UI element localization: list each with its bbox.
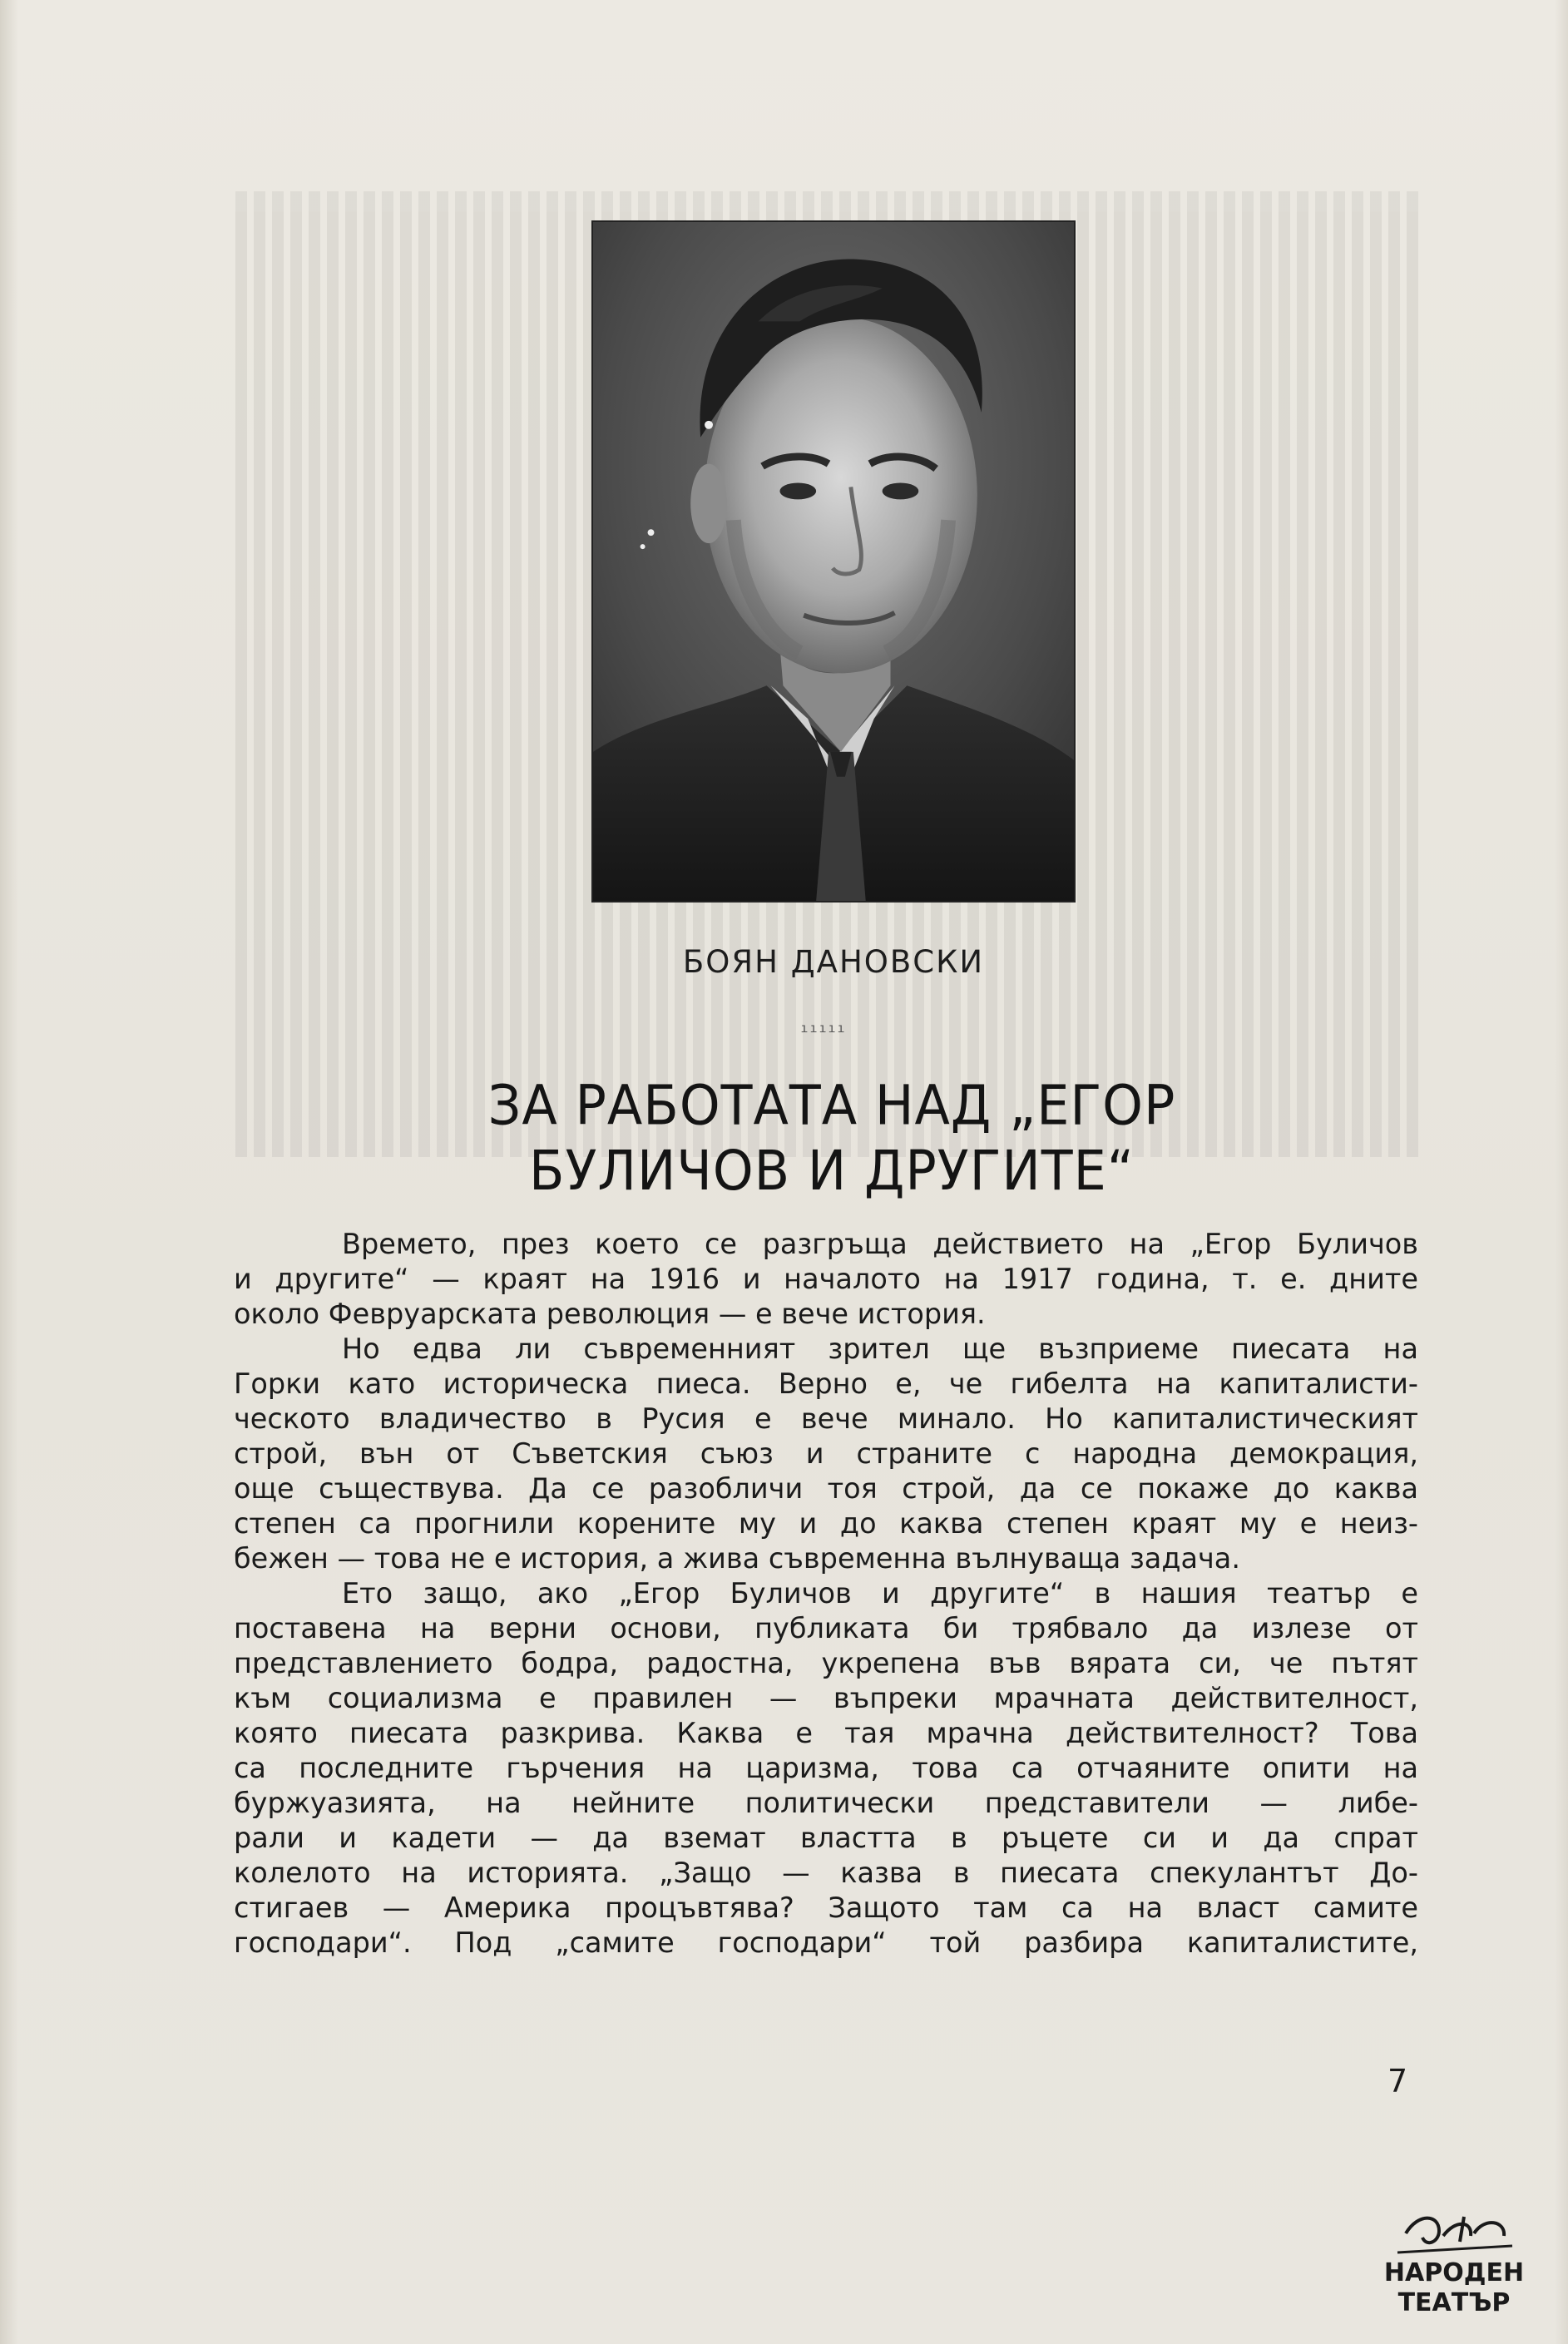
body-line: която пиесата разкрива. Каква е тая мрачна действителност? Това bbox=[234, 1717, 1418, 1749]
body-line: представлението бодра, радостна, укрепена във вярата си, че пътят bbox=[234, 1647, 1418, 1679]
body-line: поставена на верни основи, публиката би трябвало да излезе от bbox=[234, 1612, 1418, 1644]
article-title bbox=[449, 1073, 1214, 1204]
body-line: са последните гърчения на царизма, това са отчаяните опити на bbox=[234, 1752, 1418, 1784]
body-line: Ето защо, ако „Егор Буличов и другите“ в нашия театър е bbox=[342, 1577, 1418, 1610]
bleed-through-line bbox=[235, 978, 1425, 1014]
national-theatre-stamp bbox=[1381, 2204, 1526, 2329]
body-line: Но едва ли съвременният зрител ще възприеме пиесата на bbox=[342, 1333, 1418, 1365]
body-line: степен са прогнили корените му и до каква степен краят му е неиз- bbox=[234, 1507, 1418, 1540]
portrait-image bbox=[593, 222, 1074, 901]
body-line: още съществува. Да се разобличи тоя строй, да се покаже до каква bbox=[234, 1472, 1418, 1505]
body-line: Времето, през което се разгръща действието на „Егор Буличов bbox=[342, 1228, 1418, 1260]
body-line: стигаев — Америка процъвтява? Защото там са на власт самите bbox=[234, 1892, 1418, 1924]
photo-caption: БОЯН ДАНОВСКИ bbox=[682, 944, 985, 980]
page-number: 7 bbox=[1387, 2063, 1408, 2099]
body-line: рали и кадети — да вземат властта в ръцете си и да спрат bbox=[234, 1822, 1418, 1854]
page-left-shadow bbox=[0, 0, 18, 2344]
body-line: Горки като историческа пиеса. Верно е, че гибелта на капиталисти- bbox=[234, 1367, 1418, 1400]
stamp-text-line-1: НАРОДЕН bbox=[1383, 2258, 1525, 2287]
body-line: около Февруарската революция — е вече история. bbox=[234, 1298, 986, 1330]
article-body bbox=[234, 1227, 1418, 1961]
bleed-through-line bbox=[235, 907, 1425, 942]
body-line: бежен — това не е история, а жива съвременна вълнуваща задача. bbox=[234, 1542, 1240, 1575]
title-line-1: ЗА РАБОТАТА НАД „ЕГОР bbox=[487, 1073, 1176, 1138]
body-line: буржуазията, на нейните политически представители — либе- bbox=[234, 1787, 1418, 1819]
body-line: строй, вън от Съветския съюз и страните с народна демокрация, bbox=[234, 1437, 1418, 1470]
body-line: към социализма е правилен — въпреки мрачната действителност, bbox=[234, 1682, 1418, 1714]
author-portrait-photo bbox=[591, 220, 1076, 902]
body-line: и другите“ — краят на 1916 и началото на 1917 година, т. е. дните bbox=[234, 1263, 1418, 1295]
body-line: ческото владичество в Русия е вече минало. Но капиталистическият bbox=[234, 1402, 1418, 1435]
stamp-logo bbox=[1381, 2204, 1526, 2329]
page-right-shadow bbox=[1555, 0, 1568, 2344]
title-line-2: БУЛИЧОВ И ДРУГИТЕ“ bbox=[529, 1138, 1135, 1203]
decorative-divider: ııııı bbox=[800, 1021, 847, 1036]
body-line: колелото на историята. „Защо — казва в пиесата спекулантът До- bbox=[234, 1857, 1418, 1889]
stamp-text-line-2: ТЕАТЪР bbox=[1397, 2288, 1511, 2317]
body-line: господари“. Под „самите господари“ той разбира капиталистите, bbox=[234, 1926, 1418, 1959]
